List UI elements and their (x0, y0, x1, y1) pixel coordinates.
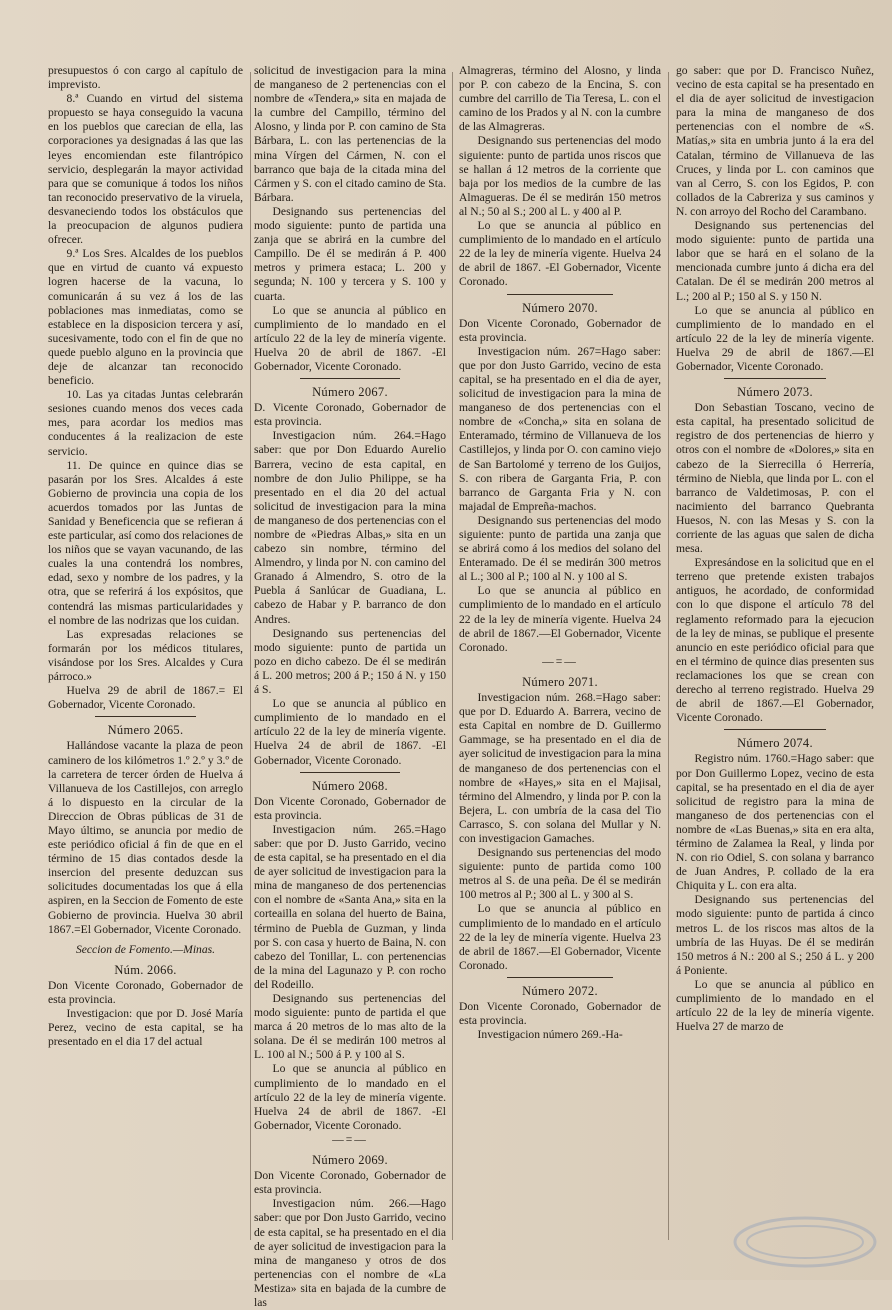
paragraph: 10. Las ya citadas Juntas celebrarán sesiones cuando menos dos veces cada mes, para acordar los medios mas conducentes á la realizacion de este servicio. (48, 388, 243, 458)
paragraph: Investigacion núm. 268.=Hago saber: que por D. Eduardo A. Barrera, vecino de esta Capital en nombre de D. Guillermo Gammage, se ha presentado en el dia de ayer solicitud de investigacion para la mina de manganeso de dos pertenencias con el nombre de «Hayes,» sita en el Majisal, término del Almendro, y linda por P. con la Bejera, L. con umbría de la casa del Tio Carrasco, S. con solana del Mullar y N. con investigacion Gamaches. (459, 691, 661, 845)
paragraph: solicitud de investigacion para la mina de manganeso de 2 pertenencias con el nombre de «Tendera,» sita en majada de la cumbre del Campillo, término del Alosno, y linda por P. con camino de Sta Bárbara, L. con las pertenencias de la mina Vírgen del Cármen, N. con el barranco que baja de la citada mina del Cármen y S. con el citado camino de Sta. Bárbara. (254, 64, 446, 204)
column-rule (250, 72, 251, 1240)
paragraph: Designando sus pertenencias del modo siguiente: punto de partida un pozo en dicho cabezo. De él se medirán á L. 200 metros; 200 á P.; 150 á N. y 150 á S. (254, 626, 446, 697)
paragraph: Designando sus pertenencias del modo siguiente: punto de partida una zanja que se abrirá en la cumbre del Campillo. De él se medirán á P. 400 metros y primera estaca; L. 200 y segunda; N. 100 y tercera y S. 100 y cuarta. (254, 204, 446, 303)
section-separator (95, 716, 196, 717)
paragraph: Don Vicente Coronado, Gobernador de esta provincia. (459, 316, 661, 344)
paragraph: Almagreras, término del Alosno, y linda por P. con cabezo de la Encina, S. con cumbre del carrillo de Tia Teresa, L. con el camino de los Prados y al N. con la cumbre de las Almagreras. (459, 64, 661, 134)
library-stamp-watermark (730, 1214, 880, 1270)
paragraph: Designando sus pertenencias del modo siguiente: punto de partida una zanja que se abrirá como á los medios del solano del Enteramado. De él se medirán 300 metros al L.; 300 al P.; 100 al N. y 100 al S. (459, 513, 661, 584)
section-heading: Seccion de Fomento.—Minas. (75, 942, 216, 956)
text-column-1 (48, 64, 243, 1049)
paragraph: Lo que se anuncia al público en cumplimiento de lo mandado en el artículo 22 de la ley de minería vigente. Huelva 23 de abril de 1867.—El Gobernador, Vicente Coronado. (459, 902, 661, 972)
notice-number-heading: Número 2067. (312, 385, 388, 400)
paragraph: 11. De quince en quince dias se pasarán por los Sres. Alcaldes á este Gobierno de provincia una copia de los acuerdos tomados por las Juntas de Sanidad y Beneficencia que se refieran á este particular, así como dos relaciones de los niños que se vayan vacunando, de las cuales la una contendrá los nombres, edad, sexo y nombre de los padres, y la otra, que se referirá á los expósitos, que contendrá las mismas particularidades y el nombre de las nodrizas que los cuidan. (48, 458, 243, 627)
paragraph: Investigacion núm. 265.=Hago saber: que por D. Justo Garrido, vecino de esta capital, se ha presentado en el dia de ayer solicitud de investigacion para la mina de manganeso de dos pertenencias con el nombre de «Santa Ana,» sita en la corteailla en solana del huerto de Baina, término de Puebla de Guzman, y linda por S. con casa y huerto de Baina, N. con cabezo del Tonillar, L. con pertenencias de la mina del Lagunazo y P. con rocho del Rodeillo. (254, 822, 446, 991)
notice-number-heading: Número 2074. (737, 736, 813, 751)
paragraph: Lo que se anuncia al público en cumplimiento de lo mandado en el artículo 22 de la ley de minería vigente. Huelva 24 de abril de 1867.—El Gobernador, Vicente Coronado. (459, 584, 661, 654)
paragraph: Designando sus pertenencias del modo siguiente: punto de partida una labor que se hará en el solano de la mencionada cumbre junto á dicha era del Catalan. De él se medirán 200 metros al L.; 200 al P.; 150 al S. y 150 N. (676, 219, 874, 303)
paragraph: Investigacion núm. 267=Hago saber: que por don Justo Garrido, vecino de esta capital, se ha presentado en el dia de ayer, solicitud de investigacion para la mina de manganeso de dos pertenencias con el nombre de «Concha,» sita en solana de Enteramado, término de Villanueva de los Castillejos, y linda por O. con camino viejo de San Bartolomé y terreno de los Guijos, S. con ribera de Garganta Fria, P. con barranco de Garganta Fria y N. con majadal de Empreña-machos. (459, 344, 661, 513)
paragraph: Investigacion núm. 266.—Hago saber: que por Don Justo Garrido, vecino de esta capital, se ha presentado en el dia de ayer solicitud de investigacion para la mina de manganeso y otros de dos pertenencias con el nombre de «La Mestiza» sita en bajada de la cumbre de las (254, 1197, 446, 1309)
paragraph: Designando sus pertenencias del modo siguiente: punto de partida como 100 metros al S. de una peña. De él se medirán 100 metros al P.; 300 al L. y 300 al S. (459, 846, 661, 902)
paragraph: Investigacion número 269.-Ha- (477, 1028, 623, 1042)
notice-number-heading: Número 2072. (522, 983, 598, 998)
section-separator (507, 977, 612, 978)
paragraph: go saber: que por D. Francisco Nuñez, vecino de esta capital se ha presentado en el dia de ayer solicitud de investigacion para la mina de manganeso de dos pertenencias con el nombre de «S. Matías,» sita en umbria junto á la era del Catalan, término de Villanueva de las Cruces, y linda por L. con caminos que van al Cerro, S. con los Egidos, P. con collados de la Cabreriza y sus caminos y N. con arroyo del Rocho del Carambano. (676, 64, 874, 218)
paragraph: Don Vicente Coronado, Gobernador de esta provincia. (48, 978, 243, 1006)
paragraph: Lo que se anuncia al público en cumplimiento de lo mandado en el artículo 22 de la ley de minería vigente. Huelva 20 de abril de 1867. -El Gobernador, Vicente Coronado. (254, 303, 446, 373)
dash-separator: —=— (332, 1132, 368, 1146)
column-rule (452, 72, 453, 1240)
paragraph: Expresándose en la solicitud que en el terreno que pretende existen trabajos antiguos, he acordado, de conformidad con lo que dispone el artículo 78 del reglamento reformado para la ejecucion de la ley de minas, se publique el presente anuncio en este periódico oficial para que en el término de quince dias presenten sus reclamaciones los que se crean con derecho al terreno registrado. Huelva 29 de abril de 1867.—El Gobernador, Vicente Coronado. (676, 556, 874, 725)
paragraph: D. Vicente Coronado, Gobernador de esta provincia. (254, 401, 446, 429)
section-separator (300, 378, 400, 379)
notice-number-heading: Número 2073. (737, 385, 813, 400)
notice-number-heading: Número 2069. (312, 1153, 388, 1168)
text-column-2 (254, 64, 446, 1310)
notice-number-heading: Número 2071. (522, 674, 598, 689)
paragraph: Don Vicente Coronado, Gobernador de esta provincia. (254, 794, 446, 822)
text-column-4 (676, 64, 874, 1034)
paragraph: Las expresadas relaciones se formarán por los médicos titulares, visándose por los Sres. Alcaldes y Cura párroco.» (48, 627, 243, 684)
paragraph: Lo que se anuncia al público en cumplimiento de lo mandado en el artículo 22 de la ley de minería vigente. Huelva 24 de abril de 1867. -El Gobernador, Vicente Coronado. (254, 697, 446, 767)
section-separator (724, 729, 827, 730)
paragraph: Don Sebastian Toscano, vecino de esta capital, ha presentado solicitud de registro de dos pertenencias de hierro y otros con el nombre de «Dolores,» sita en cabezo de la Sierrecilla ó Herrería, término de Niebla, que linda por L. con el barranco de Valdetimosas, P. con el nacimiento del barranco Quebranta Huesos, N. con las Mesas y S. con la corriente de las aguas que salen de dicha mesa. (676, 401, 874, 556)
paragraph: Designando sus pertenencias del modo siguiente: punto de partida el que marca á 20 metros de lo mas alto de la solana. De él se medirán 100 metros al L. 100 al N.; 500 á P. y 100 al S. (254, 992, 446, 1062)
notice-number-heading: Núm. 2066. (114, 962, 177, 977)
paragraph: Don Vicente Coronado, Gobernador de esta provincia. (459, 1000, 661, 1028)
paragraph: Lo que se anuncia al público en cumplimiento de lo mandado en el artículo 22 de la ley de minería vigente. Huelva 24 de abril de 1867. -El Gobernador, Vicente Coronado. (459, 219, 661, 289)
section-separator (300, 772, 400, 773)
paragraph: Hallándose vacante la plaza de peon caminero de los kilómetros 1.º 2.º y 3.º de la carretera de tercer órden de Huelva á Villanueva de los Castillejos, con arreglo á lo dispuesto en la circular de la Direccion de Obras públicas de 31 de Mayo último, se anuncia por medio de este periódico oficial á fin de que en el término de 15 dias contados desde la insercion del presente deduzcan sus solicitudes documentadas los que á ella aspiren, en la Seccion de Fomento de este Gobierno de provincia. Huelva 30 abril 1867.=El Gobernador, Vicente Coronado. (48, 739, 243, 936)
section-separator (724, 378, 827, 379)
paragraph: 8.ª Cuando en virtud del sistema propuesto se haya conseguido la vacuna en los pueblos que carecian de ella, las corporaciones ya designadas á las que las leyes encomiendan este filantrópico servicio, desplegarán la mayor actividad para que se comunique á todos los niños tan reconocido preservativo de la viruela, desvaneciendo todos los obstáculos que la preocupacion de algunos pudiera ofrecer. (48, 92, 243, 247)
column-rule (668, 72, 669, 1240)
paragraph: Lo que se anuncia al público en cumplimiento de lo mandado en el artículo 22 de la ley de minería vigente. Huelva 29 de abril de 1867.—El Gobernador, Vicente Coronado. (676, 303, 874, 373)
notice-number-heading: Número 2065. (107, 723, 184, 738)
notice-number-heading: Número 2070. (522, 300, 598, 315)
paragraph: Huelva 29 de abril de 1867.= El Gobernador, Vicente Coronado. (48, 684, 243, 712)
paragraph: Investigacion: que por D. José María Perez, vecino de esta capital, se ha presentado en el dia 17 del actual (48, 1007, 243, 1049)
text-column-3 (459, 64, 661, 1042)
section-separator (507, 294, 612, 295)
paragraph: 9.ª Los Sres. Alcaldes de los pueblos que en virtud de cuanto vá expuesto logren hacerse de la vacuna, lo comunicarán á su vez á los de las poblaciones mas inmediatas, como se establece en la disposicion tercera y así, sucesivamente, todo con el fin de que no quede pueblo alguno en la provincia que deje de alcanzar tan reconocido beneficio. (48, 247, 243, 388)
paragraph: Designando sus pertenencias del modo siguiente: punto de partida á cinco metros L. de los riscos mas altos de la umbría de las Huyas. De él se medirán 150 metros á N.: 200 al S.; 250 á L. y 200 á Poniente. (676, 893, 874, 977)
paragraph: Registro núm. 1760.=Hago saber: que por Don Guillermo Lopez, vecino de esta capital, se ha presentado en el dia de ayer solicitud de registro para la mina de manganeso de dos pertenencias con el nombre de «Las Buenas,» sita en era alta, término de Zalamea la Real, y linda por N. con rio Odiel, S. con solana y barranco de Juan Andres, P. collado de la era Chiquita y L. con era alta. (676, 752, 874, 893)
notice-number-heading: Número 2068. (312, 778, 388, 793)
paragraph: Investigacion núm. 264.=Hago saber: que por Don Eduardo Aurelio Barrera, vecino de esta capital, en nombre de don Julio Philippe, se ha presentado en el dia 20 del actual solicitud de investigacion para la mina de manganeso de dos pertenencias con el nombre de «Piedras Albas,» sita en un cabezo sin nombre, término del Almendro, y linda por N. con camino del Granado á Almendro, S. otro de la Puebla á Sanlúcar de Guadiana, L. cabezo de Habar y P. barranco de don Andres. (254, 429, 446, 626)
paragraph: Don Vicente Coronado, Gobernador de esta provincia. (254, 1169, 446, 1197)
paragraph: Lo que se anuncia al público en cumplimiento de lo mandado en el artículo 22 de la ley de minería vigente. Huelva 27 de marzo de (676, 977, 874, 1034)
paragraph: presupuestos ó con cargo al capítulo de imprevisto. (48, 64, 243, 92)
paragraph: Lo que se anuncia al público en cumplimiento de lo mandado en el artículo 22 de la ley de minería vigente. Huelva 24 de abril de 1867. -El Gobernador, Vicente Coronado. (254, 1062, 446, 1132)
dash-separator: —=— (542, 654, 578, 668)
paragraph: Designando sus pertenencias del modo siguiente: punto de partida unos riscos que se hallan á 12 metros de la corriente que baja por los medios de la cumbre de las Almagueras. De él se medirán 150 metros al N.; 50 al S.; 200 al L. y 400 al P. (459, 134, 661, 218)
